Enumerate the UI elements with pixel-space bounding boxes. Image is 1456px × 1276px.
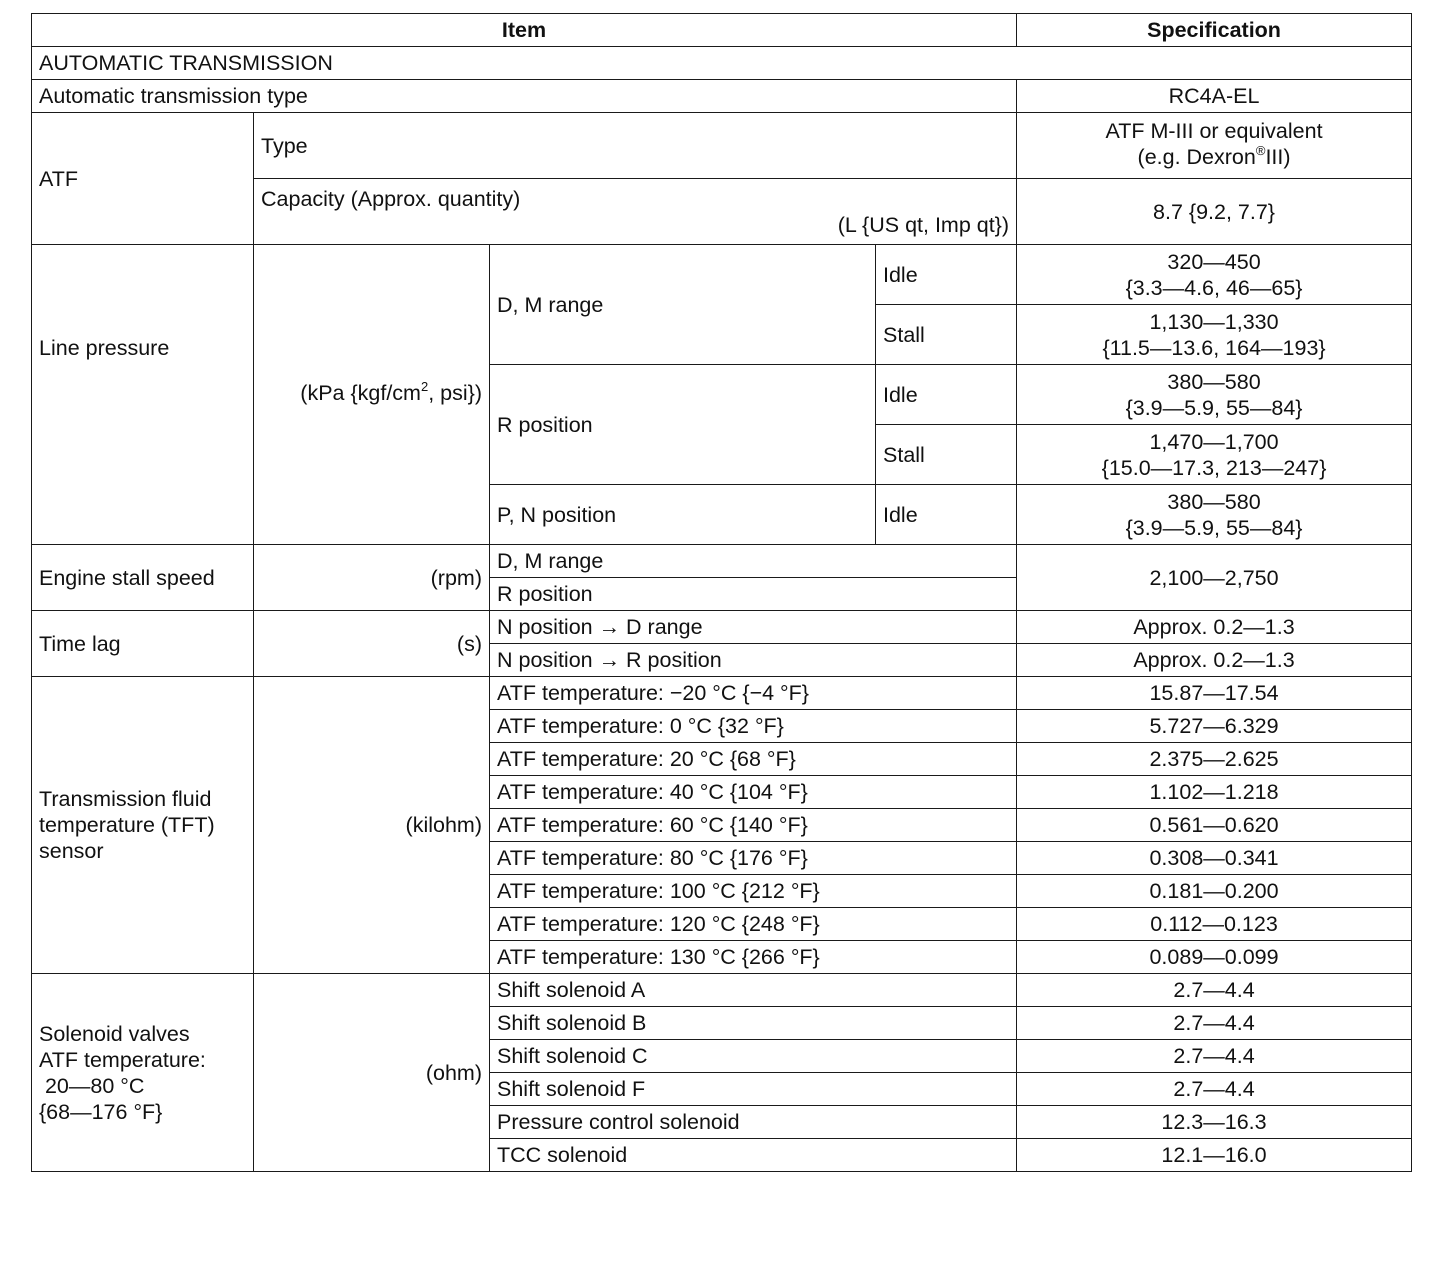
- line-pressure-value-v1: 1,470—1,700: [1149, 429, 1279, 454]
- solenoid-label-line: {68—176 °F}: [39, 1099, 163, 1124]
- line-pressure-range: D, M range: [490, 245, 876, 365]
- line-pressure-value: [1017, 305, 1412, 365]
- tft-sensor-value: 0.561—0.620: [1017, 809, 1412, 842]
- atf-capacity-value: 8.7 {9.2, 7.7}: [1017, 179, 1412, 245]
- tft-sensor-value: 2.375—2.625: [1017, 743, 1412, 776]
- atf-capacity-label: Capacity (Approx. quantity): [261, 186, 521, 211]
- tft-sensor-unit: (kilohm): [254, 677, 490, 974]
- stall-speed-cond: D, M range: [490, 545, 1017, 578]
- header-specification: Specification: [1017, 14, 1412, 47]
- line-pressure-value-v1: 1,130—1,330: [1149, 309, 1279, 334]
- solenoid-value: 2.7—4.4: [1017, 1040, 1412, 1073]
- line-pressure-value-v2: {3.3—4.6, 46—65}: [1125, 275, 1303, 300]
- line-pressure-range: R position: [490, 365, 876, 485]
- tft-sensor-cond: ATF temperature: −20 °C {−4 °F}: [490, 677, 1017, 710]
- solenoid-label-line: Solenoid valves: [39, 1021, 190, 1046]
- time-lag-cond: N position → R position: [490, 644, 1017, 677]
- time-lag-label: Time lag: [32, 611, 254, 677]
- line-pressure-value: [1017, 485, 1412, 545]
- stall-speed-value: 2,100—2,750: [1017, 545, 1412, 611]
- tft-sensor-cond: ATF temperature: 120 °C {248 °F}: [490, 908, 1017, 941]
- tft-sensor-value: 15.87—17.54: [1017, 677, 1412, 710]
- header-item: Item: [32, 14, 1017, 47]
- solenoid-cond: Shift solenoid B: [490, 1007, 1017, 1040]
- atf-type-value-line2-pre: (e.g. Dexron: [1137, 145, 1256, 169]
- tft-sensor-value: 0.089—0.099: [1017, 941, 1412, 974]
- line-pressure-unit-sup: 2: [420, 379, 429, 394]
- table-row: [32, 80, 1412, 113]
- line-pressure-value-v1: 380—580: [1167, 489, 1261, 514]
- table-row: [32, 677, 1412, 710]
- time-lag-unit: (s): [254, 611, 490, 677]
- line-pressure-unit-pre: (kPa {kgf/cm: [300, 381, 421, 405]
- tft-sensor-cond: ATF temperature: 0 °C {32 °F}: [490, 710, 1017, 743]
- line-pressure-value-v2: {3.9—5.9, 55—84}: [1125, 395, 1303, 420]
- tft-sensor-value: 5.727—6.329: [1017, 710, 1412, 743]
- section-title: AUTOMATIC TRANSMISSION: [32, 47, 1412, 80]
- table-row: [32, 245, 1412, 305]
- tft-sensor-cond: ATF temperature: 130 °C {266 °F}: [490, 941, 1017, 974]
- line-pressure-label: Line pressure: [32, 245, 254, 545]
- tft-sensor-cond: ATF temperature: 60 °C {140 °F}: [490, 809, 1017, 842]
- atf-type-value-line1: ATF M-III or equivalent: [1105, 119, 1323, 143]
- solenoid-cond: Pressure control solenoid: [490, 1106, 1017, 1139]
- atf-type-value: [1017, 113, 1412, 179]
- tft-sensor-cond: ATF temperature: 80 °C {176 °F}: [490, 842, 1017, 875]
- table-row: [32, 974, 1412, 1007]
- time-lag-value: Approx. 0.2—1.3: [1017, 611, 1412, 644]
- solenoid-cond: Shift solenoid A: [490, 974, 1017, 1007]
- line-pressure-cond: Idle: [876, 485, 1017, 545]
- atf-capacity-cell: [254, 179, 1017, 245]
- table-header-row: [32, 14, 1412, 47]
- stall-speed-unit: (rpm): [254, 545, 490, 611]
- solenoid-value: 2.7—4.4: [1017, 1007, 1412, 1040]
- section-row: [32, 47, 1412, 80]
- line-pressure-value-v1: 320—450: [1167, 249, 1261, 274]
- atf-capacity-unit: (L {US qt, Imp qt}): [837, 212, 1010, 237]
- solenoid-value: 2.7—4.4: [1017, 1073, 1412, 1106]
- solenoid-label-line: ATF temperature:: [39, 1047, 206, 1072]
- solenoid-label-line: 20—80 °C: [39, 1073, 145, 1098]
- line-pressure-value: [1017, 245, 1412, 305]
- line-pressure-value: [1017, 365, 1412, 425]
- tft-sensor-value: 0.181—0.200: [1017, 875, 1412, 908]
- line-pressure-value-v2: {3.9—5.9, 55—84}: [1125, 515, 1303, 540]
- line-pressure-cond: Idle: [876, 245, 1017, 305]
- line-pressure-cond: Stall: [876, 305, 1017, 365]
- stall-speed-label: Engine stall speed: [32, 545, 254, 611]
- solenoid-unit: (ohm): [254, 974, 490, 1172]
- solenoid-cond: TCC solenoid: [490, 1139, 1017, 1172]
- solenoid-value: 12.1—16.0: [1017, 1139, 1412, 1172]
- tft-sensor-value: 0.308—0.341: [1017, 842, 1412, 875]
- tft-sensor-cond: ATF temperature: 100 °C {212 °F}: [490, 875, 1017, 908]
- at-type-label: Automatic transmission type: [32, 80, 1017, 113]
- line-pressure-cond: Stall: [876, 425, 1017, 485]
- tft-sensor-label-line: Transmission fluid: [39, 787, 212, 811]
- atf-type-label: Type: [254, 113, 1017, 179]
- tft-sensor-value: 0.112—0.123: [1017, 908, 1412, 941]
- line-pressure-unit-post: , psi}): [428, 381, 482, 405]
- line-pressure-range: P, N position: [490, 485, 876, 545]
- table-row: [32, 113, 1412, 179]
- line-pressure-value-v2: {15.0—17.3, 213—247}: [1101, 455, 1327, 480]
- tft-sensor-value: 1.102—1.218: [1017, 776, 1412, 809]
- line-pressure-value-v2: {11.5—13.6, 164—193}: [1102, 335, 1326, 360]
- spec-table: [31, 13, 1412, 1172]
- solenoid-cond: Shift solenoid C: [490, 1040, 1017, 1073]
- tft-sensor-label-line: sensor: [39, 839, 104, 863]
- at-type-value: RC4A-EL: [1017, 80, 1412, 113]
- time-lag-value: Approx. 0.2—1.3: [1017, 644, 1412, 677]
- tft-sensor-cond: ATF temperature: 40 °C {104 °F}: [490, 776, 1017, 809]
- line-pressure-value: [1017, 425, 1412, 485]
- tft-sensor-label-line: temperature (TFT): [39, 813, 215, 837]
- solenoid-value: 2.7—4.4: [1017, 974, 1412, 1007]
- time-lag-cond: N position → D range: [490, 611, 1017, 644]
- solenoid-value: 12.3—16.3: [1017, 1106, 1412, 1139]
- registered-mark: ®: [1255, 143, 1266, 158]
- solenoid-label: [32, 974, 254, 1172]
- line-pressure-cond: Idle: [876, 365, 1017, 425]
- atf-type-value-line2: [1024, 144, 1404, 173]
- table-row: [32, 545, 1412, 578]
- tft-sensor-cond: ATF temperature: 20 °C {68 °F}: [490, 743, 1017, 776]
- line-pressure-value-v1: 380—580: [1167, 369, 1261, 394]
- line-pressure-unit: [254, 245, 490, 545]
- solenoid-cond: Shift solenoid F: [490, 1073, 1017, 1106]
- stall-speed-cond: R position: [490, 578, 1017, 611]
- atf-label: ATF: [32, 113, 254, 245]
- table-row: [32, 611, 1412, 644]
- tft-sensor-label: [32, 677, 254, 974]
- atf-type-value-line2-post: III): [1265, 145, 1291, 169]
